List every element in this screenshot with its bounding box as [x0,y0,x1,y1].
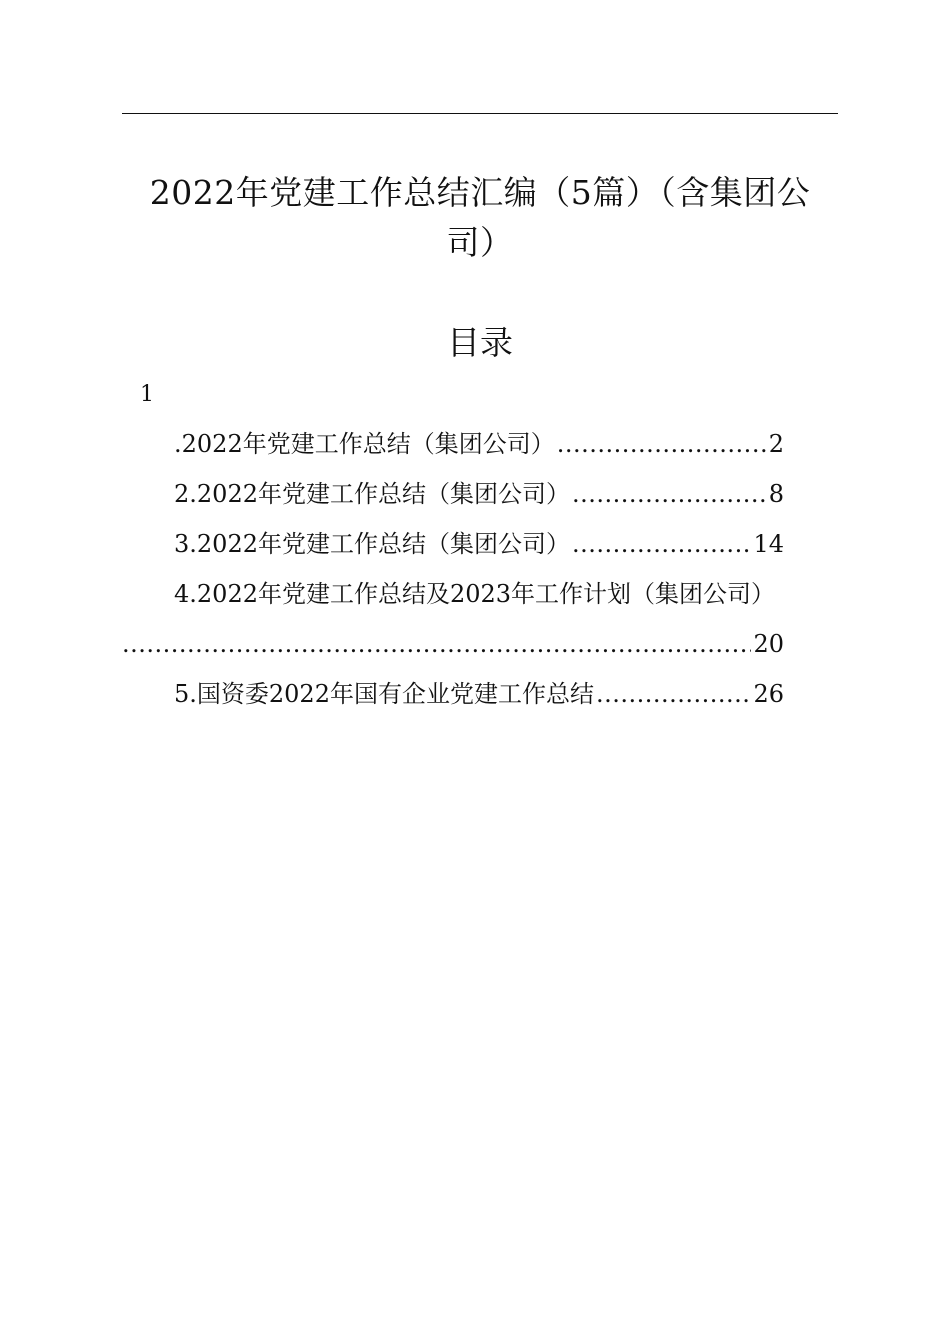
document-title [122,168,838,268]
toc-entry-page: 14 [753,530,784,558]
toc-entry[interactable] [174,476,784,512]
toc-entry[interactable] [174,426,784,462]
toc-entry-leader [572,476,767,512]
toc-entry[interactable] [122,626,784,662]
document-title-line-1: 2022年党建工作总结汇编（5篇）（含集团公 [149,173,811,212]
toc-entry-page: 26 [753,680,784,708]
toc-entry-leader [557,426,767,462]
toc-entry-page: 2 [768,430,784,458]
document-title-line-2: 司） [446,223,514,262]
toc-entry-leader [572,526,751,562]
toc-entry-leader [122,626,751,662]
toc-entry-page: 8 [768,480,784,508]
toc-entry[interactable] [174,676,784,712]
toc-entry-page: 20 [753,630,784,658]
header-rule [122,113,838,114]
toc-entry-title[interactable]: 3.2022年党建工作总结（集团公司） [174,530,570,558]
toc-stray-number: 1 [140,382,154,407]
toc-entry-title[interactable]: 2.2022年党建工作总结（集团公司） [174,480,570,508]
toc-entry-leader [596,676,751,712]
toc-entry[interactable] [174,526,784,562]
toc-entry-title[interactable]: 4.2022年党建工作总结及2023年工作计划（集团公司） [174,580,776,608]
toc-entry-title[interactable]: .2022年党建工作总结（集团公司） [174,430,555,458]
toc-heading: 目录 [447,323,513,362]
toc-entry-title[interactable]: 5.国资委2022年国有企业党建工作总结 [174,680,594,708]
